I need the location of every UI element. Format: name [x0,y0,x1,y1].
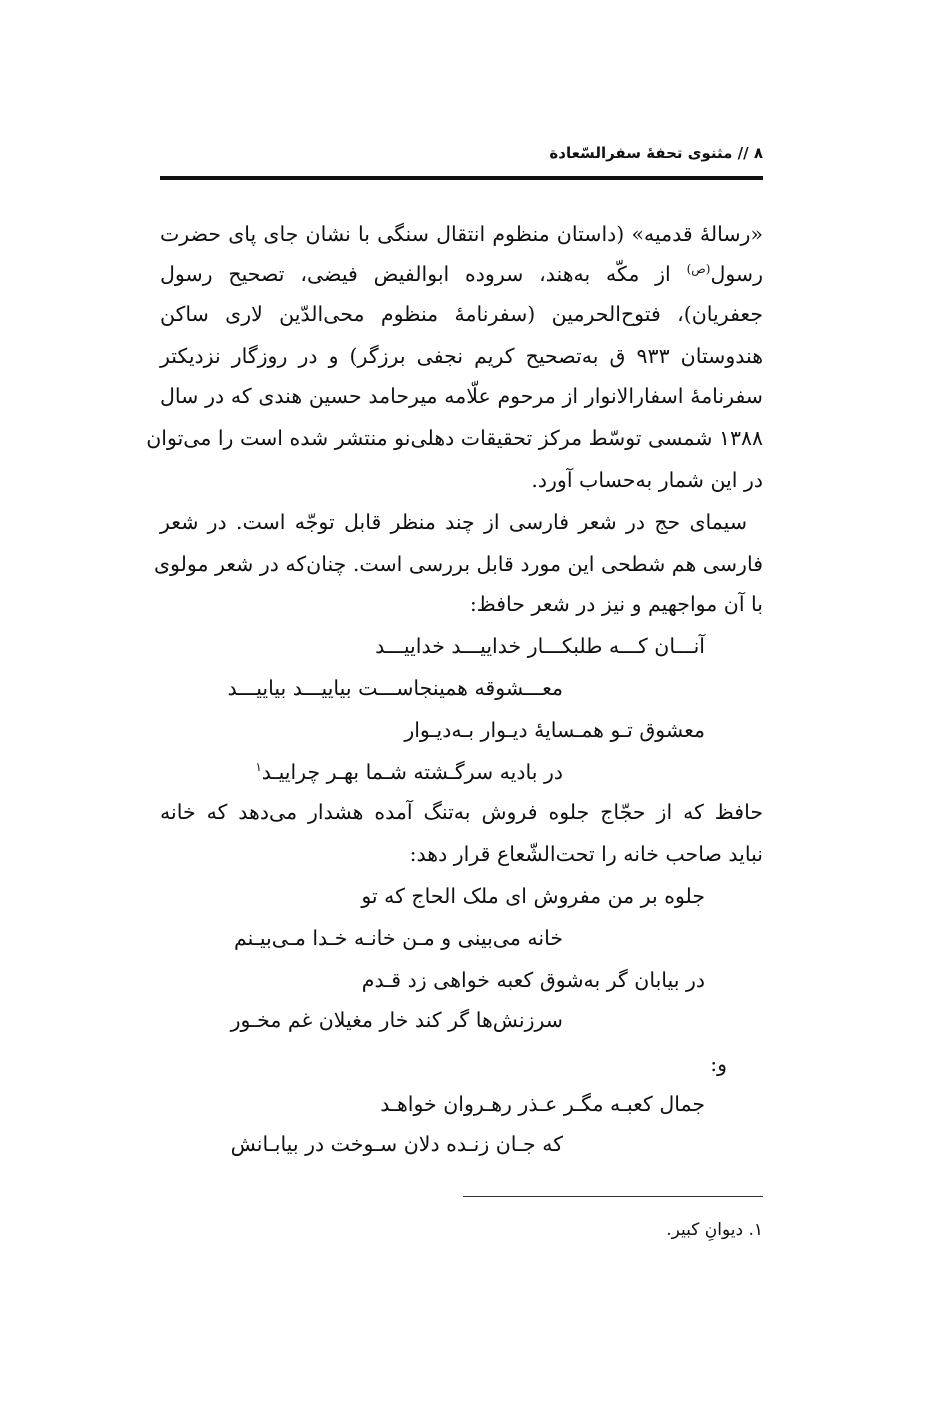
poem-1-verse-3: معشوق تـو همـسایهٔ دیـوار بـه‌دیـوار [404,718,705,742]
paragraph-2-line-3: با آن مواجهیم و نیز در شعر حافظ: [469,592,763,616]
footnote-reference: ۱ [255,760,262,775]
paragraph-1-line-1: «رسالهٔ قدمیه» (داستان منظوم انتقال سنگی با نشان جای پای حضرت [160,222,763,246]
line-text: رسول [710,262,763,286]
poem-2-verse-3: در بیابان گر به‌شوق کعبه خواهی زد قـدم [361,968,705,992]
poem-2-verse-1: جلوه بر من مفروش ای ملک الحاج که تو [361,884,705,908]
paragraph-2-line-2: فارسی هم شطحی این مورد قابل بررسی است. چنان‌که در شعر مولوی [153,552,763,576]
honorific-superscript: (ص) [686,262,711,277]
paragraph-1-line-2 [160,254,763,294]
paragraph-2-line-1: سیمای حج در شعر فارسی از چند منظر قابل توجّه است. در شعر [160,510,747,534]
paragraph-1-line-6: ۱۳۸۸ شمسی توسّط مرکز تحقیقات دهلی‌نو منتشر شده است را می‌توان [146,426,763,450]
paragraph-1-line-4: هندوستان ۹۳۳ ق به‌تصحیح کریم نجفی برزگر) و در روزگار نزدیکتر [160,344,764,368]
header-rule [160,176,763,180]
footnote-rule [463,1196,763,1197]
paragraph-3-line-2: نباید صاحب خانه را تحت‌الشّعاع قرار دهد: [409,842,763,866]
poem-1-verse-4 [255,752,563,792]
footnote: ۱. دیوانِ کبیر. [666,1220,763,1240]
poem-2-verse-4: سرزنش‌ها گر کند خار مغیلان غم مخـور [230,1008,563,1032]
poem-3-verse-1: جمال کعبـه مگـر عـذر رهـروان خواهـد [380,1092,705,1116]
poem-1-verse-1: آنـــان کـــه طلبکـــار خداییـــد خداییـــد [375,634,705,658]
paragraph-1-line-7: در این شمار به‌حساب آورد. [531,468,763,492]
verse-text: در بادیه سرگـشته شـما بهـر چراییـد [261,760,563,784]
poem-3-verse-2: که جـان زنـده دلان سـوخت در بیابـانش [230,1132,563,1156]
paragraph-1-line-3: جعفریان)، فتوح‌الحرمین (سفرنامهٔ منظوم محی‌الدّین لاری ساکن [160,302,763,326]
paragraph-1-line-5: سفرنامهٔ اسفارالانوار از مرحوم علّامه میرحامد حسین هندی که در سال [160,384,763,408]
connector-text: و: [710,1052,727,1076]
running-header: ٨ // مثنوی تحفهٔ سفرالسّعادة [549,144,763,162]
paragraph-3-line-1: حافظ که از حجّاج جلوه فروش به‌تنگ آمده هشدار می‌دهد که خانه [160,800,763,824]
line-text: از مکّه به‌هند، سروده ابوالفیض فیضی، تصحیح رسول [160,262,687,286]
poem-2-verse-2: خانه می‌بینی و مـن خانـه خـدا مـی‌بیـنم [234,926,563,950]
poem-1-verse-2: معـــشوقه همینجاســـت بیاییـــد بیاییـــد [227,676,563,700]
